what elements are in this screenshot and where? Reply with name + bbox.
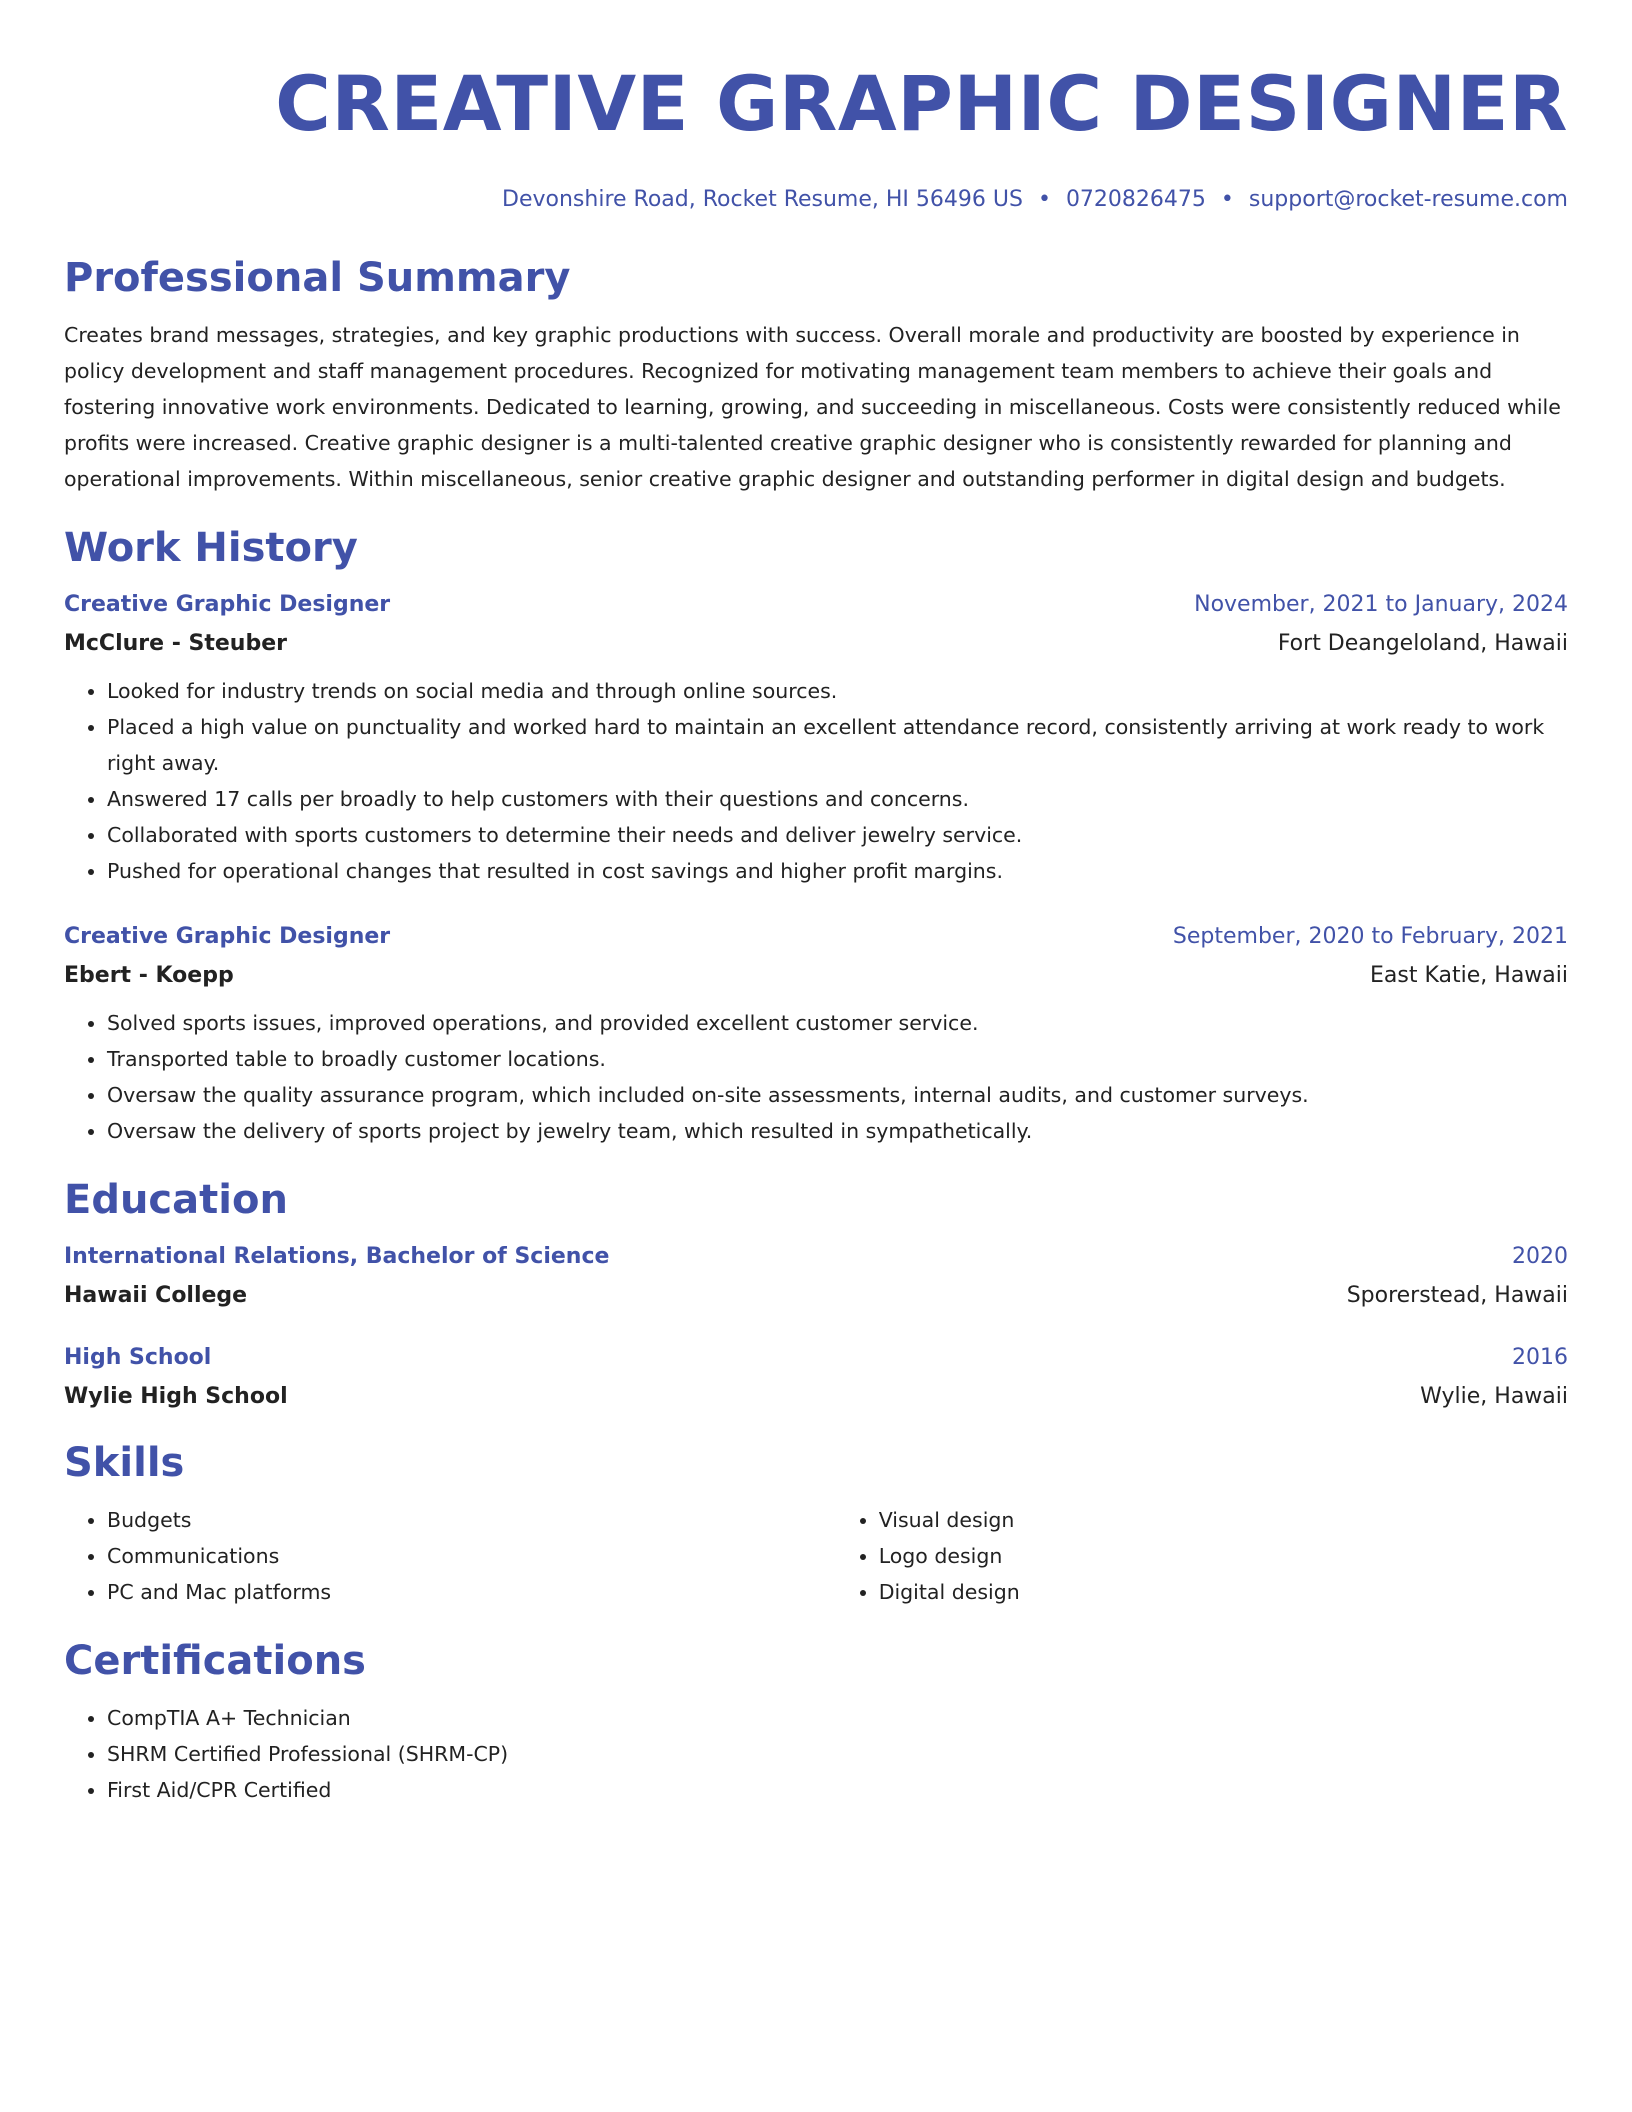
work-history-heading: Work History [64, 525, 358, 571]
certifications-heading: Certifications [64, 1638, 366, 1684]
education-location: Wylie, Hawaii [1420, 1384, 1568, 1409]
list-item: • Oversaw the quality assurance program, which included on-site assessments, internal audits, and customer surveys. [107, 1077, 1568, 1113]
certifications-list [64, 1700, 1568, 1808]
education-degree: International Relations, Bachelor of Science [64, 1244, 610, 1269]
education-year: 2020 [1512, 1244, 1568, 1269]
job-location: East Katie, Hawaii [1370, 963, 1568, 988]
summary-heading: Professional Summary [64, 255, 571, 301]
job-title: Creative Graphic Designer [64, 592, 391, 617]
contact-phone: 0720826475 [1065, 187, 1206, 212]
skills-column-1 [64, 1502, 836, 1610]
list-item: • Answered 17 calls per broadly to help customers with their questions and concerns. [107, 781, 1568, 817]
list-item: • Logo design [879, 1538, 1568, 1574]
job-title: Creative Graphic Designer [64, 924, 391, 949]
contact-separator: • [1037, 187, 1051, 212]
skills-column-2 [836, 1502, 1568, 1610]
job-bullets [64, 673, 1568, 889]
education-entry [64, 1343, 1568, 1412]
education-subheader [64, 1382, 1568, 1412]
job-dates: November, 2021 to January, 2024 [1194, 592, 1568, 617]
skills-section [64, 1438, 1568, 1610]
list-item: • Budgets [107, 1502, 836, 1538]
list-item: • Looked for industry trends on social media and through online sources. [107, 673, 1568, 709]
job-dates: September, 2020 to February, 2021 [1172, 924, 1568, 949]
education-entry [64, 1242, 1568, 1311]
job-company: McClure - Steuber [64, 631, 287, 656]
resume-name: CREATIVE GRAPHIC DESIGNER [275, 59, 1568, 148]
list-item: • Transported table to broadly customer locations. [107, 1041, 1568, 1077]
list-item: • CompTIA A+ Technician [107, 1700, 1568, 1736]
job-header [64, 922, 1568, 952]
education-school: Hawaii College [64, 1283, 248, 1308]
education-section [64, 1175, 1568, 1412]
resume-header [64, 58, 1568, 215]
education-school: Wylie High School [64, 1384, 288, 1409]
job-header [64, 590, 1568, 620]
contact-separator: • [1220, 187, 1234, 212]
education-header [64, 1343, 1568, 1373]
job-entry [64, 590, 1568, 889]
job-location: Fort Deangeloland, Hawaii [1277, 631, 1568, 656]
job-entry [64, 922, 1568, 1149]
list-item: • Collaborated with sports customers to determine their needs and deliver jewelry service. [107, 817, 1568, 853]
contact-email: support@rocket-resume.com [1248, 187, 1568, 212]
contact-line [64, 185, 1568, 215]
skills-heading: Skills [64, 1440, 185, 1486]
list-item: • Digital design [879, 1574, 1568, 1610]
skills-grid [64, 1502, 1568, 1610]
contact-address: Devonshire Road, Rocket Resume, HI 56496 US [502, 187, 1023, 212]
summary-section [64, 253, 1568, 497]
job-subheader [64, 629, 1568, 659]
certifications-section [64, 1636, 1568, 1808]
education-year: 2016 [1512, 1345, 1568, 1370]
job-subheader [64, 961, 1568, 991]
education-location: Sporerstead, Hawaii [1346, 1283, 1568, 1308]
list-item: • Visual design [879, 1502, 1568, 1538]
list-item: • Pushed for operational changes that resulted in cost savings and higher profit margins. [107, 853, 1568, 889]
job-company: Ebert - Koepp [64, 963, 234, 988]
job-bullets [64, 1005, 1568, 1149]
work-history-section [64, 523, 1568, 1149]
list-item: • SHRM Certified Professional (SHRM-CP) [107, 1736, 1568, 1772]
list-item: • First Aid/CPR Certified [107, 1772, 1568, 1808]
list-item: • PC and Mac platforms [107, 1574, 836, 1610]
list-item: • Solved sports issues, improved operations, and provided excellent customer service. [107, 1005, 1568, 1041]
list-item: • Placed a high value on punctuality and worked hard to maintain an excellent attendance record, consistently arriving at work ready to work right away. [107, 709, 1568, 781]
list-item: • Communications [107, 1538, 836, 1574]
education-degree: High School [64, 1345, 212, 1370]
education-header [64, 1242, 1568, 1272]
education-heading: Education [64, 1177, 288, 1223]
education-subheader [64, 1281, 1568, 1311]
list-item: • Oversaw the delivery of sports project by jewelry team, which resulted in sympathetically. [107, 1113, 1568, 1149]
summary-text: Creates brand messages, strategies, and key graphic productions with success. Overall morale and productivity are boosted by experience in policy development and staff management procedures. Recognized for motivating management team members to achieve their goals and fostering innovative work environments. Dedicated to learning, growing, and succeeding in miscellaneous. Costs were consistently reduced while profits were increased. Creative graphic designer is a multi-talented creative graphic designer who is consistently rewarded for planning and operational improvements. Within miscellaneous, senior creative graphic designer and outstanding performer in digital design and budgets. [64, 323, 1561, 491]
